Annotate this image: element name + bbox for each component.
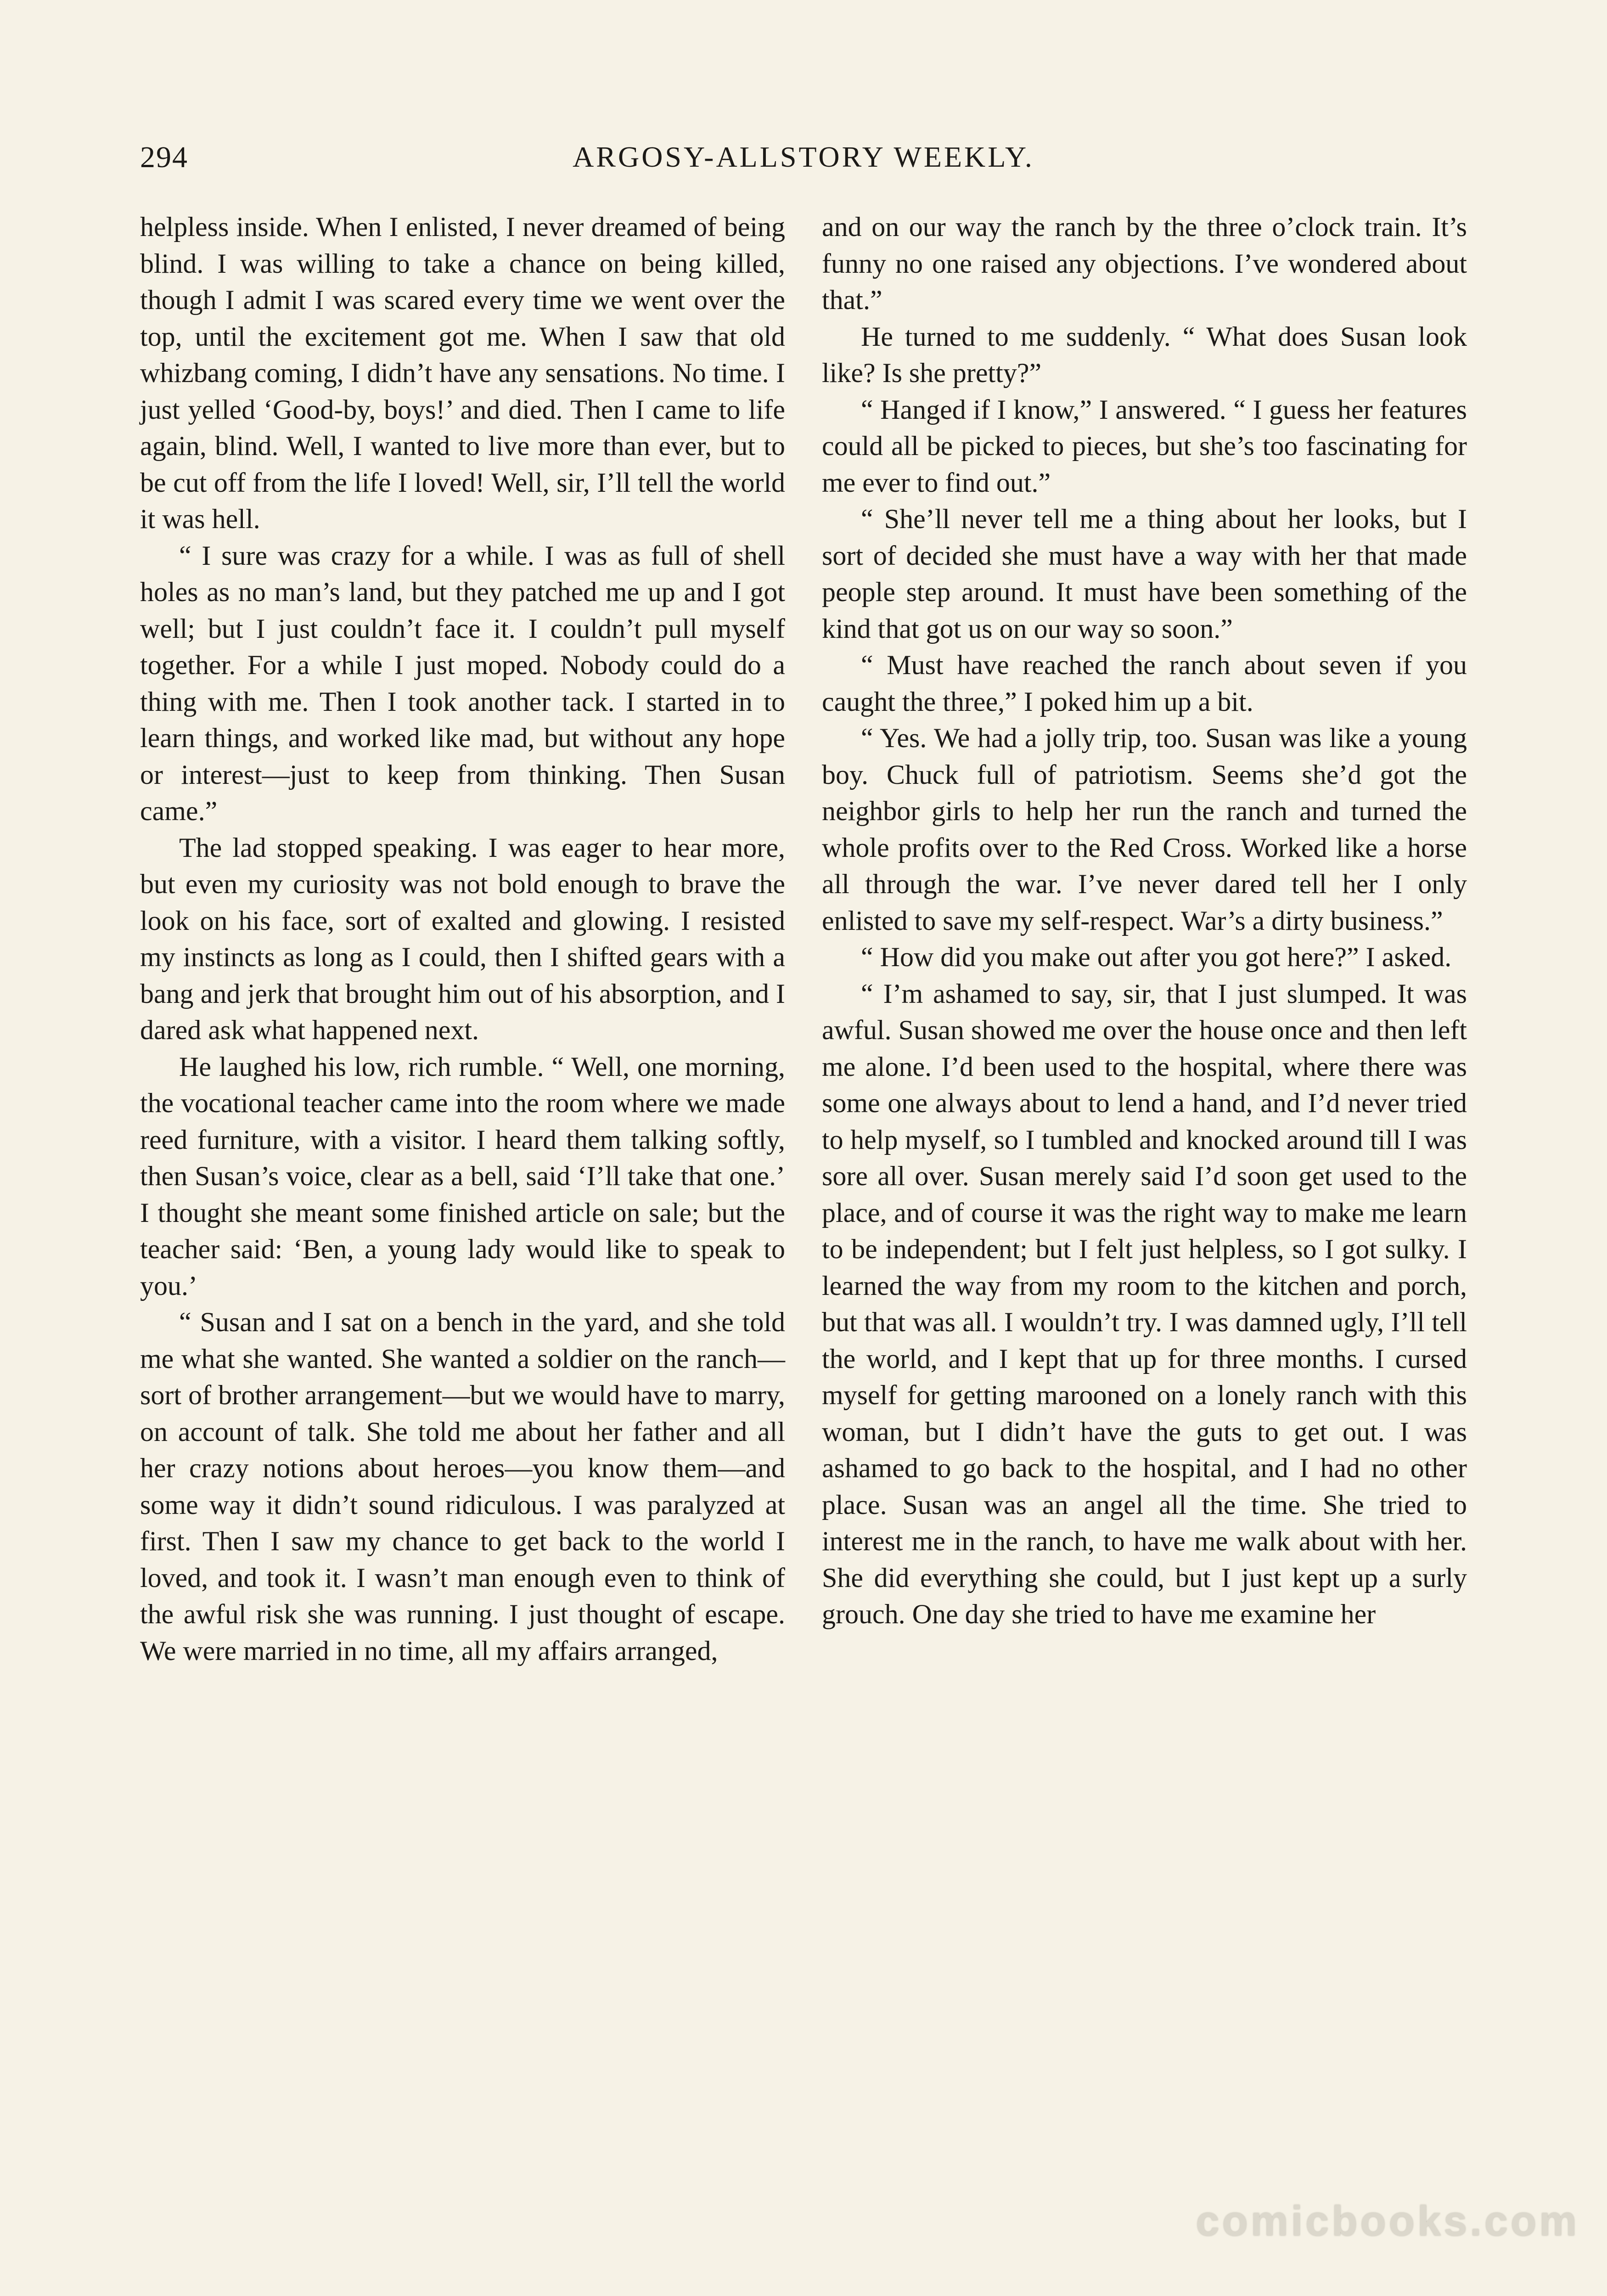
paragraph: helpless inside. When I enlisted, I never dreamed of being blind. I was willing to take a chance on being killed, though I admit I was scared every time we went over the top, until the excitement got me. When I saw that old whizbang coming, I didn’t have any sensations. No time. I just yelled ‘Good-by, boys!’ and died. Then I came to life again, blind. Well, I wanted to live more than ever, but to be cut off from the life I loved! Well, sir, I’ll tell the world it was hell. [140, 212, 785, 534]
left-column [140, 209, 785, 1669]
paragraph: “ Susan and I sat on a bench in the yard, and she told me what she wanted. She wanted a soldier on the ranch—sort of brother arrangement—but we would have to marry, on account of talk. She told me about her father and all her crazy notions about heroes—you know them—and some way it didn’t sound ridiculous. I was paralyzed at first. Then I saw my chance to get back to the world I loved, and took it. I wasn’t man enough even to think of the awful risk she was running. I just thought of escape. We were married in no time, all my affairs arranged, [140, 1307, 785, 1666]
paragraph: He turned to me suddenly. “ What does Susan look like? Is she pretty?” [822, 321, 1467, 388]
paragraph: “ Hanged if I know,” I answered. “ I guess her features could all be picked to pieces, but she’s too fascinating for me ever to find out.” [822, 394, 1467, 498]
paragraph: “ She’ll never tell me a thing about her looks, but I sort of decided she must have a way with her that made people step around. It must have been something of the kind that got us on our way so soon.” [822, 504, 1467, 644]
running-head: ARGOSY-ALLSTORY WEEKLY. [573, 141, 1034, 173]
paragraph: “ Yes. We had a jolly trip, too. Susan was like a young boy. Chuck full of patriotism. Seems she’d got the neighbor girls to help her run the ranch and turned the whole profits over to the Red Cross. Worked like a horse all through the war. I’ve never dared tell her I only enlisted to save my self-respect. War’s a dirty business.” [822, 723, 1467, 936]
page-number: 294 [140, 141, 188, 174]
paragraph: He laughed his low, rich rumble. “ Well, one morning, the vocational teacher came into the room where we made reed furniture, with a visitor. I heard them talking softly, then Susan’s voice, clear as a bell, said ‘I’ll take that one.’ I thought she meant some finished article on sale; but the teacher said: ‘Ben, a young lady would like to speak to you.’ [140, 1051, 785, 1301]
paragraph: “ I sure was crazy for a while. I was as full of shell holes as no man’s land, but they patched me up and I got well; but I just couldn’t face it. I couldn’t pull myself together. For a while I just moped. Nobody could do a thing with me. Then I took another tack. I started in to learn things, and worked like mad, but without any hope or interest—just to keep from thinking. Then Susan came.” [140, 540, 785, 826]
page-header [140, 140, 1467, 181]
paragraph: and on our way the ranch by the three o’clock train. It’s funny no one raised any objections. I’ve wondered about that.” [822, 212, 1467, 315]
paragraph: “ How did you make out after you got here?” I asked. [861, 942, 1452, 972]
right-column [822, 209, 1467, 1633]
paragraph: The lad stopped speaking. I was eager to hear more, but even my curiosity was not bold enough to brave the look on his face, sort of exalted and glowing. I resisted my instincts as long as I could, then I shifted gears with a bang and jerk that brought him out of his absorption, and I dared ask what happened next. [140, 832, 785, 1045]
watermark: comicbooks.com [1196, 2198, 1579, 2245]
paragraph: “ Must have reached the ranch about seven if you caught the three,” I poked him up a bit. [822, 650, 1467, 717]
paragraph: “ I’m ashamed to say, sir, that I just slumped. It was awful. Susan showed me over the house once and then left me alone. I’d been used to the hospital, where there was some one always about to lend a hand, and I’d never tried to help myself, so I tumbled and knocked around till I was sore all over. Susan merely said I’d soon get used to the place, and of course it was the right way to make me learn to be independent; but I felt just helpless, so I got sulky. I learned the way from my room to the kitchen and porch, but that was all. I wouldn’t try. I was damned ugly, I’ll tell the world, and I kept that up for three months. I cursed myself for getting marooned on a lonely ranch with this woman, but I didn’t have the guts to get out. I was ashamed to go back to the hospital, and I had no other place. Susan was an angel all the time. She tried to interest me in the ranch, to have me walk about with her. She did everything she could, but I just kept up a surly grouch. One day she tried to have me examine her [822, 978, 1467, 1629]
